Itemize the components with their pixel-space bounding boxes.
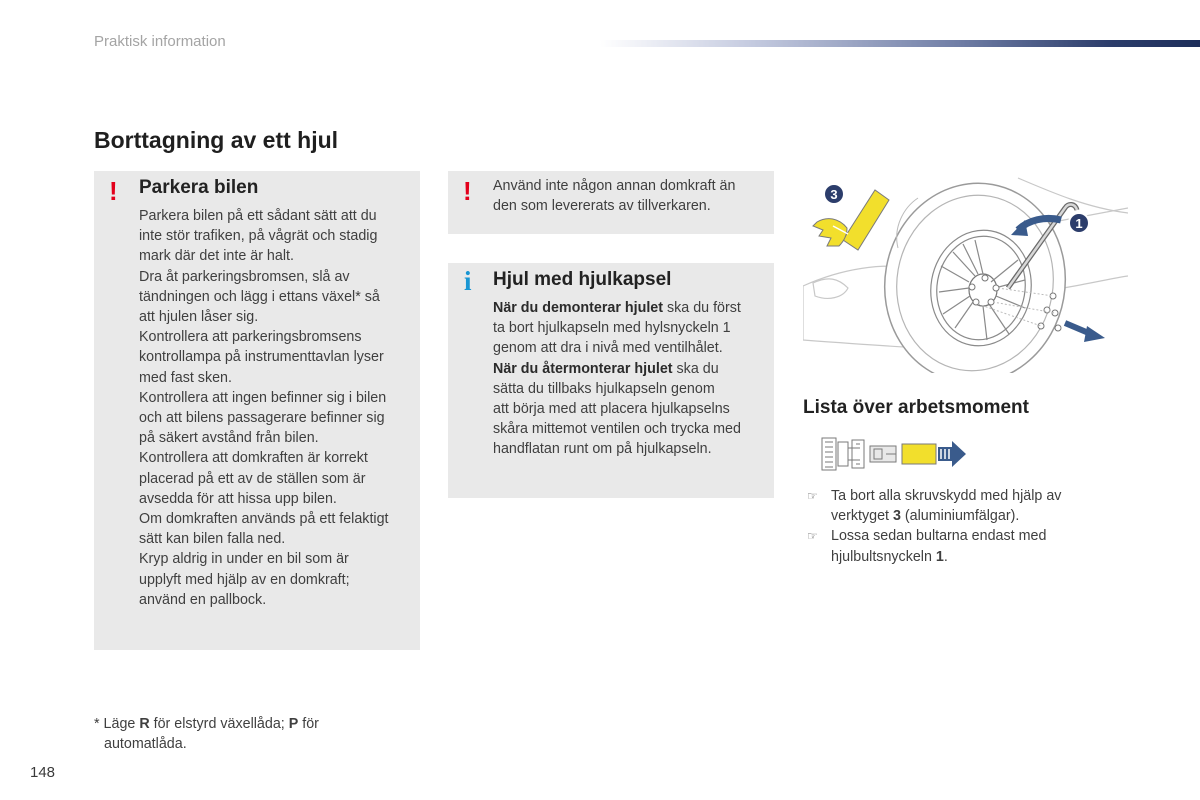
- header-decor-bar: [600, 40, 1200, 47]
- text-line: skåra mittemot ventilen och trycka med: [493, 421, 741, 438]
- text-line: placerad på ett av de ställen som är: [139, 470, 366, 487]
- page-number: 148: [30, 764, 56, 781]
- text-line: Kontrollera att parkeringsbromsens: [139, 329, 362, 346]
- text-line: [493, 359, 769, 379]
- text-run: verktyget: [831, 508, 893, 525]
- text-line: med fast sken.: [139, 369, 232, 386]
- text-run: hjulbultsnyckeln: [831, 548, 936, 565]
- text-line: kontrollampa på instrumenttavlan lyser: [139, 349, 384, 366]
- list-item: [803, 526, 1103, 566]
- text-line: på säkert avstånd från bilen.: [139, 430, 319, 447]
- footnote: [94, 714, 394, 754]
- text-line: [94, 714, 394, 734]
- text-line: automatlåda.: [104, 736, 187, 753]
- pull-arrowhead: [1084, 326, 1105, 342]
- text-line: [493, 298, 769, 318]
- text-line: den som levererats av tillverkaren.: [493, 198, 711, 215]
- pointing-hand-bullet-icon: ☞: [807, 529, 818, 544]
- text-line: Om domkraften används på ett felaktigt: [139, 511, 389, 528]
- callout-1-badge: [1069, 213, 1089, 233]
- text-line: inte stör trafiken, på vågrät och stadig: [139, 228, 378, 245]
- callout-3-label: 3: [830, 187, 838, 202]
- warning-icon: !: [109, 176, 118, 206]
- socket-icon: [870, 446, 896, 462]
- jack-warning-text: [493, 176, 768, 216]
- text-line: Använd inte någon annan domkraft än: [493, 178, 736, 194]
- callout-1-label: 1: [1075, 216, 1083, 231]
- text-line: mark där det inte är halt.: [139, 248, 294, 265]
- text-line: Ta bort alla skruvskydd med hjälp av: [831, 488, 1062, 504]
- text-line: avsedda för att hissa upp bilen.: [139, 490, 337, 507]
- text-line: genom att dra i nivå med ventilhålet.: [493, 340, 723, 357]
- text-run: för elstyrd växellåda;: [149, 716, 289, 732]
- emphasis: När du demonterar hjulet: [493, 300, 663, 316]
- yellow-tool-icon: [902, 444, 936, 464]
- text-line: sätt kan bilen falla ned.: [139, 531, 286, 548]
- text-run: (aluminiumfälgar).: [900, 508, 1020, 525]
- hubcap-text: [493, 298, 769, 460]
- text-line: Kontrollera att ingen befinner sig i bilen: [139, 389, 387, 406]
- emphasis: När du återmonterar hjulet: [493, 360, 673, 377]
- parking-heading: Parkera bilen: [139, 177, 259, 198]
- text-line: sätta du tillbaks hjulkapseln genom: [493, 380, 715, 397]
- text-run: * Läge: [94, 716, 140, 732]
- text-line: använd en pallbock.: [139, 591, 267, 608]
- text-line: ta bort hjulkapseln med hylsnyckeln 1: [493, 320, 731, 337]
- hubcap-heading: Hjul med hjulkapsel: [493, 269, 672, 290]
- wheel-removal-illustration: [803, 168, 1128, 373]
- text-line: [831, 547, 1103, 567]
- pointing-hand-bullet-icon: ☞: [807, 489, 818, 503]
- page-title: Borttagning av ett hjul: [94, 127, 339, 153]
- parking-text: [139, 206, 417, 610]
- text-run: .: [943, 548, 948, 565]
- warning-icon: !: [463, 176, 472, 206]
- info-icon: i: [464, 266, 472, 296]
- text-line: Dra åt parkeringsbromsen, slå av: [139, 268, 350, 285]
- chevron-right-arrow-icon: [938, 441, 966, 467]
- tool-number: 3: [892, 508, 901, 525]
- tool-number: 1: [935, 548, 944, 565]
- text-line: Parkera bilen på ett sådant sätt att du: [139, 208, 377, 224]
- text-line: och att bilens passagerare befinner sig: [139, 410, 385, 427]
- text-line: Kryp aldrig in under en bil som är: [139, 551, 349, 568]
- text-line: tändningen och lägg i ettans växel* så: [139, 288, 380, 305]
- text-line: Kontrollera att domkraften är korrekt: [139, 450, 368, 467]
- text-line: handflatan runt om på hjulkapseln.: [493, 441, 712, 458]
- text-run: för: [298, 716, 319, 732]
- text-line: [831, 506, 1103, 526]
- text-line: Lossa sedan bultarna endast med: [831, 528, 1047, 545]
- gear-r-label: R: [139, 716, 150, 732]
- work-steps-list: [803, 486, 1103, 567]
- work-steps-heading: Lista över arbetsmoment: [803, 397, 1029, 418]
- tyre: [869, 169, 1081, 373]
- callout-3-badge: [824, 184, 844, 204]
- text-run: ska du först: [663, 300, 741, 316]
- wheel-bolt-icon: [822, 438, 864, 470]
- header-section-label: Praktisk information: [94, 33, 226, 50]
- list-item: [803, 486, 1103, 526]
- text-line: upplyft med hjälp av en domkraft;: [139, 571, 350, 588]
- gear-p-label: P: [288, 716, 299, 732]
- text-line: att hjulen låser sig.: [139, 309, 259, 326]
- text-run: ska du: [672, 360, 719, 377]
- text-line: att börja med att placera hjulkapselns: [493, 401, 730, 418]
- work-steps-tool-icons: [820, 432, 970, 476]
